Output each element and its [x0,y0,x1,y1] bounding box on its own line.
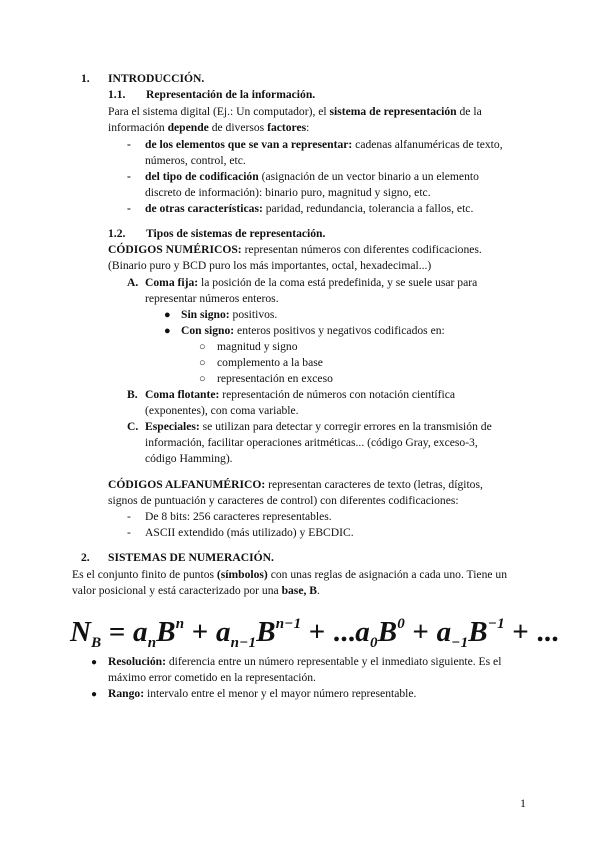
list-item-continuation: discreto de información): binario puro, magnitud y signo, etc. [145,186,431,199]
formula: $N_B = a_nB^n + a_{n-1}B^{n-1} + ...a_0B^0 + a_{-1}B^{-1}$ + ... [70,616,559,651]
bullet-icon: ● [91,689,98,700]
paragraph-line: signos de puntuación y caracteres de control) con diferentes codificaciones: [108,494,459,507]
section-title: SISTEMAS DE NUMERACIÓN. [108,551,274,564]
list-item: Resolución: diferencia entre un número representable y el inmediato siguiente. Es el [108,655,502,668]
list-marker: A. [127,276,139,289]
paragraph-line: (Binario puro y BCD puro los más importantes, octal, hexadecimal...) [108,259,432,272]
list-marker: C. [127,420,139,433]
bullet-icon: ● [164,325,171,337]
list-dash: - [127,138,131,151]
list-item: complemento a la base [217,356,323,369]
bullet-icon: ● [91,657,98,668]
section-title: INTRODUCCIÓN. [108,72,205,85]
list-item: del tipo de codificación (asignación de un vector binario a un elemento [145,170,479,183]
section-number: 2. [81,551,90,564]
list-item: magnitud y signo [217,340,298,353]
list-item-continuation: números, control, etc. [145,154,246,167]
paragraph-line: valor posicional y está caracterizado por una base, B. [72,584,320,597]
list-item: Sin signo: positivos. [181,308,278,321]
list-dash: - [127,170,131,183]
paragraph-line: Es el conjunto finito de puntos (símbolos) con unas reglas de asignación a cada uno. Tiene un [72,568,508,581]
list-item: Especiales: se utilizan para detectar y corregir errores en la transmisión de [145,420,492,433]
section-number: 1. [81,72,90,85]
paragraph-line: información depende de diversos factores: [108,121,310,134]
list-item: Coma fija: la posición de la coma está predefinida, y se suele usar para [145,276,478,289]
list-item-continuation: máximo error cometido en la representación. [108,671,316,684]
list-marker: B. [127,388,138,401]
list-item-continuation: (exponentes), con coma variable. [145,404,299,417]
list-item: representación en exceso [217,372,333,385]
bullet-icon: ● [164,309,171,321]
list-item-continuation: información, facilitar operaciones aritméticas... (código Gray, exceso-3, [145,436,478,449]
list-dash: - [127,510,131,523]
circle-bullet-icon: ○ [199,373,206,385]
list-item: Coma flotante: representación de números con notación científica [145,388,456,401]
paragraph-line: CÓDIGOS ALFANUMÉRICO: representan caracteres de texto (letras, dígitos, [108,478,483,491]
list-item: ASCII extendido (más utilizado) y EBCDIC. [145,526,354,539]
circle-bullet-icon: ○ [199,357,206,369]
list-item: Rango: intervalo entre el menor y el mayor número representable. [108,687,417,700]
subsection-title: Representación de la información. [146,88,316,101]
subsection-number: 1.1. [108,88,126,101]
list-dash: - [127,202,131,215]
circle-bullet-icon: ○ [199,341,206,353]
page-number: 1 [520,796,526,810]
subsection-number: 1.2. [108,227,126,240]
subsection-title: Tipos de sistemas de representación. [146,227,326,240]
list-dash: - [127,526,131,539]
list-item-continuation: representar números enteros. [145,292,279,305]
list-item: De 8 bits: 256 caracteres representables. [145,510,332,523]
list-item-continuation: código Hamming). [145,452,233,465]
paragraph-line: CÓDIGOS NUMÉRICOS: representan números con diferentes codificaciones. [108,243,482,256]
list-item: de los elementos que se van a representar: cadenas alfanuméricas de texto, [145,138,503,151]
paragraph-line: Para el sistema digital (Ej.: Un computador), el sistema de representación de la [108,105,482,118]
list-item: de otras características: paridad, redundancia, tolerancia a fallos, etc. [145,202,474,215]
list-item: Con signo: enteros positivos y negativos codificados en: [181,324,445,337]
